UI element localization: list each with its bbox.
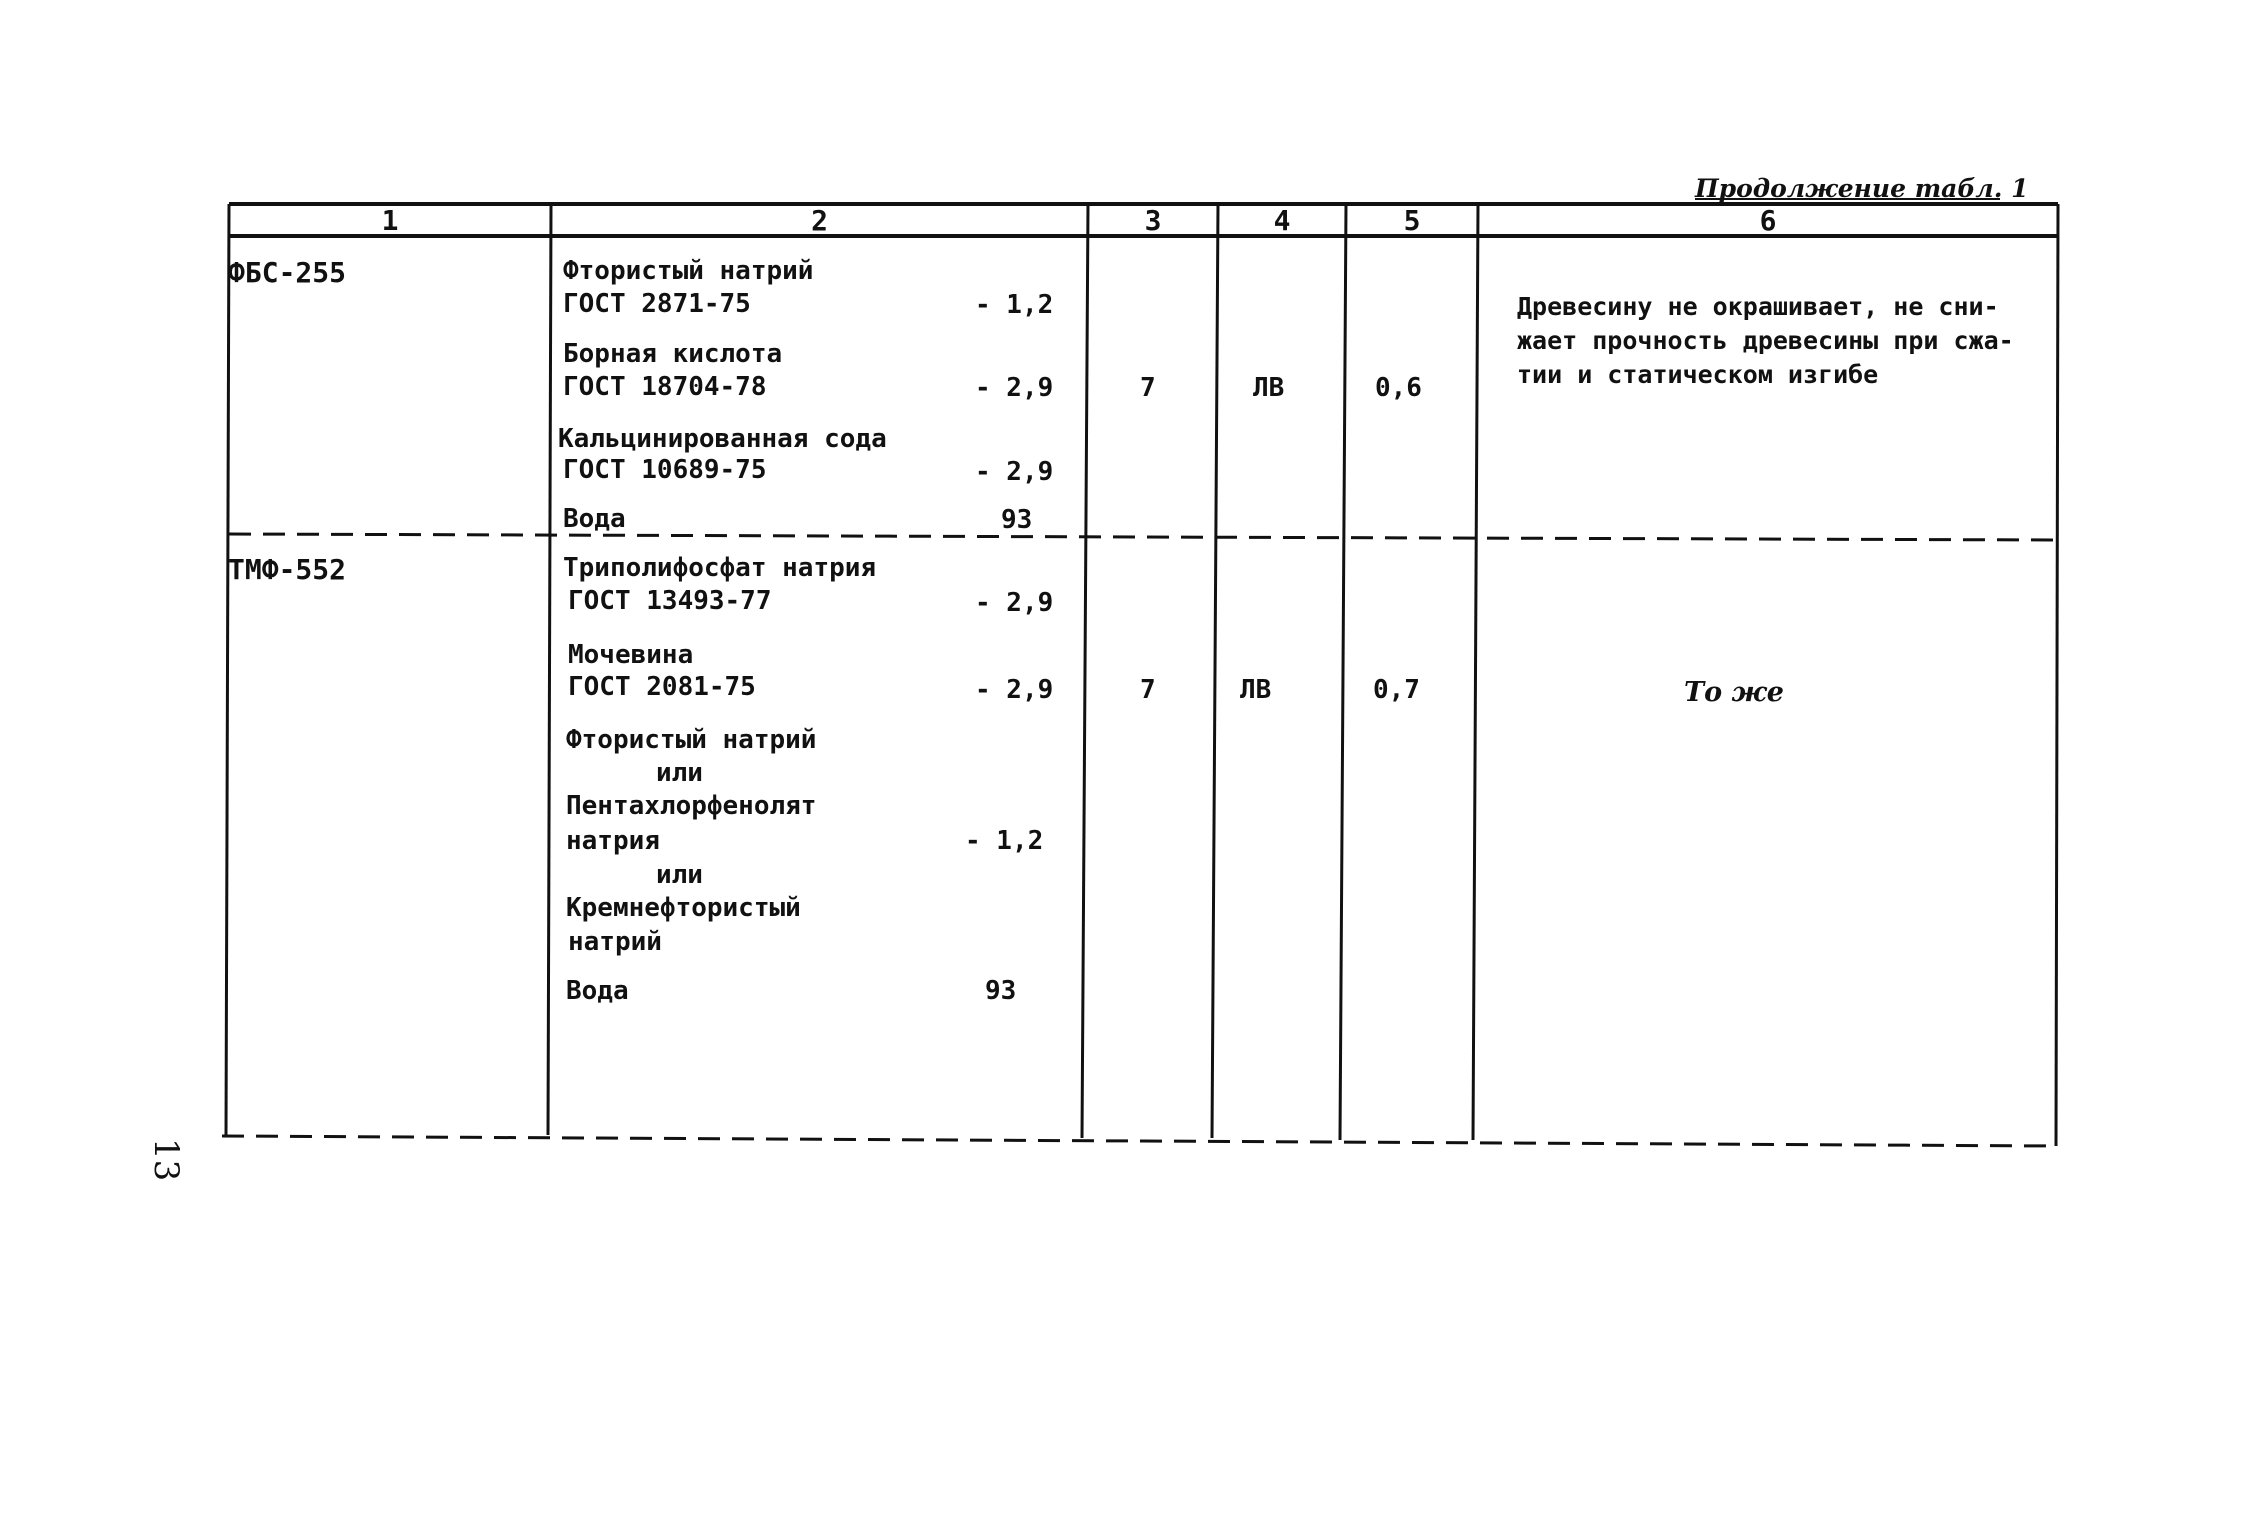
row2-col6-value: То же <box>1684 677 1784 708</box>
column-header-1: 1 <box>381 204 399 237</box>
column-rule-left <box>226 204 229 1135</box>
row2-component6-amount: 93 <box>985 976 1017 1006</box>
row1-col6-line1: Древесину не окрашивает, не сни- <box>1517 292 1999 321</box>
row2-component4-name: Пентахлорфенолят <box>566 791 817 821</box>
row1-component2-amount: - 2,9 <box>975 373 1054 403</box>
row1-col3-value: 7 <box>1140 373 1156 403</box>
row1-component3-amount: - 2,9 <box>975 457 1054 487</box>
row-separator <box>229 534 2058 540</box>
row1-component2-std: ГОСТ 18704-78 <box>563 372 767 402</box>
row2-component3-name: Фтористый натрий <box>566 725 817 755</box>
row2-col5-value: 0,7 <box>1373 675 1420 705</box>
row2-component4-amount: - 1,2 <box>965 826 1044 856</box>
column-rule-1-2 <box>548 204 551 1135</box>
row1-col5-value: 0,6 <box>1375 373 1422 403</box>
row1-component1-amount: - 1,2 <box>975 290 1054 320</box>
row1-component3-name: Кальцинированная сода <box>558 424 887 454</box>
table-bottom-border <box>222 1136 2058 1146</box>
row1-component4-amount: 93 <box>1001 505 1033 535</box>
row1-col6-line3: тии и статическом изгибе <box>1517 360 1879 389</box>
row1-name: ФБС-255 <box>228 256 347 289</box>
row1-component2-name: Борная кислота <box>563 339 783 369</box>
row2-component5-name: Кремнефтористый <box>566 893 801 923</box>
row1-component1-std: ГОСТ 2871-75 <box>563 289 751 319</box>
row2-or-1: или <box>656 758 703 788</box>
row2-col4-value: ЛВ <box>1240 675 1272 705</box>
row2-component1-std: ГОСТ 13493-77 <box>568 586 772 616</box>
row1-col6-line2: жает прочность древесины при сжа- <box>1517 326 2014 355</box>
column-rule-2-3 <box>1082 204 1088 1138</box>
row1-component1-name: Фтористый натрий <box>563 256 814 286</box>
row2-component5-name-cont: натрий <box>568 927 662 957</box>
row1-component3-std: ГОСТ 10689-75 <box>563 455 767 485</box>
row2-col3-value: 7 <box>1140 675 1156 705</box>
column-rule-right <box>2056 204 2058 1146</box>
row2-component2-std: ГОСТ 2081-75 <box>568 672 756 702</box>
page-number: 13 <box>146 1138 186 1182</box>
column-rule-5-6 <box>1473 204 1478 1140</box>
column-header-4: 4 <box>1273 204 1291 237</box>
row2-component6-name: Вода <box>566 976 629 1006</box>
row2-component1-amount: - 2,9 <box>975 588 1054 618</box>
row1-col4-value: ЛВ <box>1253 373 1285 403</box>
column-header-6: 6 <box>1759 204 1777 237</box>
row1-component4-name: Вода <box>563 504 626 534</box>
column-header-3: 3 <box>1144 204 1162 237</box>
column-rule-4-5 <box>1340 204 1346 1140</box>
row2-name: ТМФ-552 <box>228 553 347 586</box>
column-header-5: 5 <box>1403 204 1421 237</box>
column-rule-3-4 <box>1212 204 1218 1138</box>
row2-component2-name: Мочевина <box>568 640 694 670</box>
row2-or-2: или <box>656 860 703 890</box>
row2-component4-name-cont: натрия <box>566 826 660 856</box>
row2-component1-name: Триполифосфат натрия <box>563 553 877 583</box>
column-header-2: 2 <box>811 204 828 237</box>
row2-component2-amount: - 2,9 <box>975 675 1054 705</box>
continuation-note: Продолжение табл. 1 <box>1695 174 2029 203</box>
